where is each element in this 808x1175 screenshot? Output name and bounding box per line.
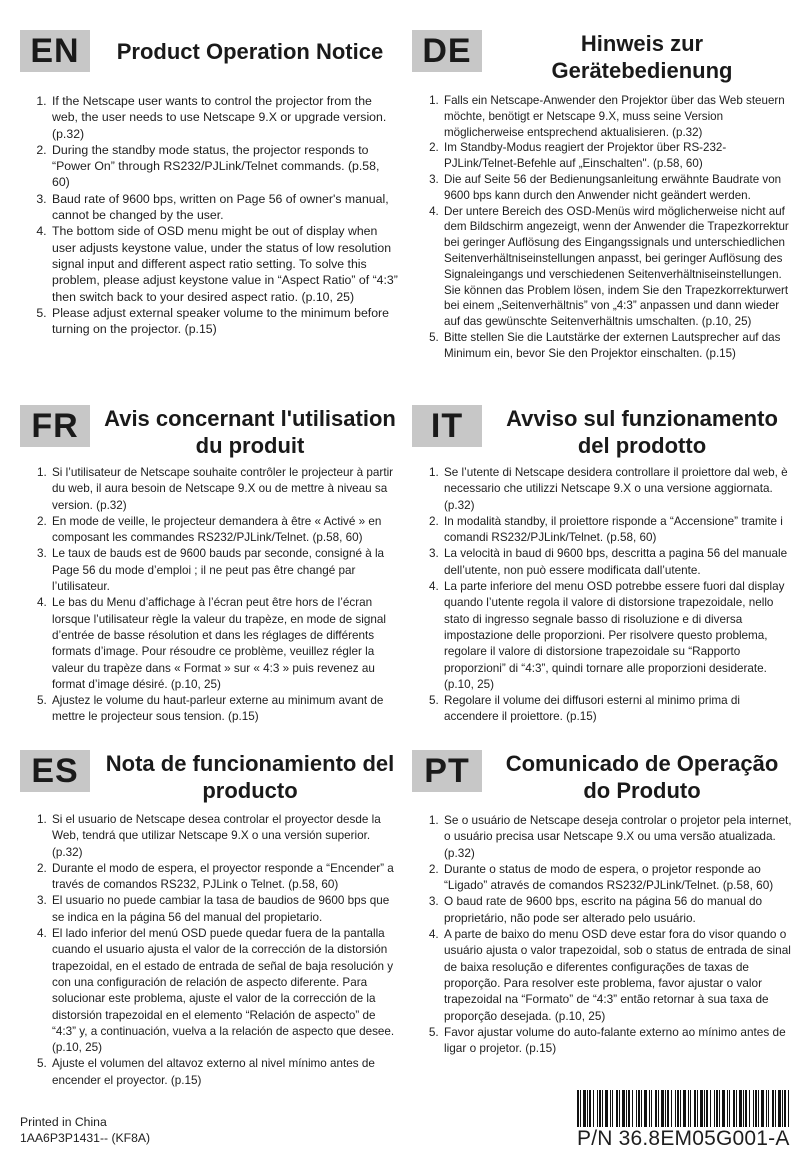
list-item: 4. Le bas du Menu d’affichage à l’écran peut être hors de l’écran lorsque l’utilisateur règle la valeur du trapèze, en mode de signal d’entrée de basse résolution et dans les réglages de différents formats d’image. Pour résoudre ce problème, veuillez régler la valeur du trapèze dans « Format » sur « 4:3 » puis revenez au format d’image désiré. (p.10, 25): [50, 595, 400, 693]
list-item: 2. During the standby mode status, the projector responds to “Power On” through RS232/PJLink/Telnet commands. (p.58, 60): [50, 142, 400, 191]
barcode-bar: [632, 1090, 633, 1127]
barcode-bar: [788, 1090, 789, 1127]
list-item: 1. If the Netscape user wants to control the projector from the web, the user needs to use Netscape 9.X or upgrade version. (p.32): [50, 93, 400, 142]
barcode-bar: [761, 1090, 764, 1127]
barcode-bar: [710, 1090, 711, 1127]
section-title-it: Avviso sul funzionamento del prodotto: [506, 406, 778, 458]
list-item: 2. Durante o status de modo de espera, o projetor responde ao “Ligado” através de comandos RS232/PJLink/Telnet. (p.58, 60): [442, 861, 792, 894]
notice-list-en: [20, 93, 400, 337]
barcode-bar: [583, 1090, 586, 1127]
section-pt: [412, 750, 792, 1056]
section-fr: [20, 405, 400, 724]
barcode-bar: [714, 1090, 715, 1127]
notice-list-pt: [412, 812, 792, 1056]
barcode-bar: [655, 1090, 657, 1127]
notice-list-fr: [20, 465, 400, 726]
barcode-bar: [743, 1090, 744, 1127]
barcode-bar: [694, 1090, 696, 1127]
barcode-bar: [700, 1090, 703, 1127]
barcode-bar: [745, 1090, 747, 1127]
barcode-graphic: [577, 1090, 789, 1127]
barcode-bar: [649, 1090, 650, 1127]
barcode-bar: [729, 1090, 730, 1127]
list-item: 2. Durante el modo de espera, el proyector responde a “Encender” a través de comandos RS232, PJLink o Telnet. (p.58, 60): [50, 861, 400, 894]
list-item: 5. Ajustez le volume du haut-parleur externe au minimum avant de mettre le projecteur sous tension. (p.15): [50, 693, 400, 726]
barcode-bar: [628, 1090, 630, 1127]
list-item: 3. Baud rate of 9600 bps, written on Page 56 of owner's manual, cannot be changed by the user.: [50, 191, 400, 224]
list-item: 4. The bottom side of OSD menu might be out of display when user adjusts keystone value, under the status of low resolution signal input and different aspect ratio setting. To solve this problem, please adjust keystone value in “Aspect Ratio” of “4:3” then switch back to your desired aspect ratio. (p.10, 25): [50, 223, 400, 304]
section-en: [20, 30, 400, 337]
language-badge-fr: FR: [20, 405, 90, 447]
barcode-bar: [733, 1090, 735, 1127]
barcode-bar: [638, 1090, 640, 1127]
printed-in-label: Printed in China: [20, 1115, 107, 1129]
notice-list-es: [20, 812, 400, 1089]
list-item: 2. En mode de veille, le projecteur demandera à être « Activé » en composant les commandes RS232/PJLink/Telnet. (p.58, 60): [50, 514, 400, 547]
part-number: P/N 36.8EM05G001-A: [577, 1127, 790, 1150]
list-item: 3. El usuario no puede cambiar la tasa de baudios de 9600 bps que se indica en la página 56 del manual del propietario.: [50, 893, 400, 926]
list-item: 4. La parte inferiore del menu OSD potrebbe essere fuori dal display quando l’utente regola il valore di distorsione trapezoidale, nello stato di ingresso segnale basso di risoluzione e di diversa impostazione delle proporzioni. Per risolvere questo problema, regolare il valore di distorsione trapezoidale su “Rapporto proporzioni” di “4:3”, quindi tornare alle proporzioni desiderate. (p.10, 25): [442, 579, 792, 693]
barcode-bar: [610, 1090, 611, 1127]
barcode-bar: [593, 1090, 594, 1127]
section-title-pt: Comunicado de Operação do Produto: [505, 751, 779, 803]
language-badge-pt: PT: [412, 750, 482, 792]
list-item: 4. Der untere Bereich des OSD-Menüs wird möglicherweise nicht auf dem Bildschirm angezeigt, wenn der Anwender die Trapezkorrektur bei geringer Auflösung des Eingangssignals und unterschiedlichen Seitenverhältniseinstellungen anpasst, bei geringer Auflösung des Signaleingangs und verschiedenen Seitenverhältniseinstellungen. Sie können das Problem lösen, indem Sie den Trapezkorrekturwert bei einem „Seitenverhältnis” von „4:3” anpassen und dann wieder auf das gewünschte Seitenverhältnis umschalten. (p.10, 25): [442, 204, 792, 330]
notice-list-it: [412, 465, 792, 726]
barcode-bar: [778, 1090, 781, 1127]
section-de: [412, 30, 792, 360]
barcode-bar: [690, 1090, 691, 1127]
barcode-bar: [671, 1090, 672, 1127]
list-item: 5. Regolare il volume dei diffusori esterni al minimo prima di accendere il proiettore. (p.15): [442, 693, 792, 726]
notice-list-de: [412, 93, 792, 362]
list-item: 4. A parte de baixo do menu OSD deve estar fora do visor quando o usuário ajusta o valor trapezoidal, sob o status de entrada de sinal de baixa resolução e diferentes configurações de taxas de proporção. Para resolver este problema, favor ajustar o valor trapezoidal na “Formato” de “4:3” então retornar à sua taxa de proporção desejada. (p.10, 25): [442, 926, 792, 1024]
document-code: 1AA6P3P1431-- (KF8A): [20, 1131, 151, 1145]
list-item: 1. Si el usuario de Netscape desea controlar el proyector desde la Web, tendrá que utilizar Netscape 9.X o una versión superior. (p.32): [50, 812, 400, 861]
barcode-bar: [641, 1090, 642, 1127]
barcode-bar: [658, 1090, 659, 1127]
barcode-bar: [589, 1090, 591, 1127]
barcode-bar: [768, 1090, 769, 1127]
list-item: 5. Ajuste el volumen del altavoz externo al nivel mínimo antes de encender el proyector. (p.15): [50, 1056, 400, 1089]
barcode-bar: [782, 1090, 783, 1127]
list-item: 3. Die auf Seite 56 der Bedienungsanleitung erwähnte Baudrate von 9600 bps kann durch den Anwender nicht geändert werden.: [442, 172, 792, 204]
language-badge-it: IT: [412, 405, 482, 447]
barcode-bar: [749, 1090, 750, 1127]
barcode-bar: [722, 1090, 725, 1127]
barcode-bar: [605, 1090, 608, 1127]
barcode-bar: [675, 1090, 676, 1127]
barcode-bar: [766, 1090, 767, 1127]
list-item: 3. La velocità in baud di 9600 bps, descritta a pagina 56 del manuale dell’utente, non può essere modificata dall’utente.: [442, 546, 792, 579]
barcode-bar: [697, 1090, 698, 1127]
section-title-en: Product Operation Notice: [116, 39, 384, 64]
barcode-bar: [626, 1090, 627, 1127]
list-item: 1. Si l’utilisateur de Netscape souhaite contrôler le projecteur à partir du web, il aura besoin de Netscape 9.X ou de mettre à niveau sa version. (p.32): [50, 465, 400, 514]
list-item: 3. O baud rate de 9600 bps, escrito na página 56 do manual do proprietário, não pode ser alterado pelo usuário.: [442, 893, 792, 926]
barcode-bar: [667, 1090, 669, 1127]
barcode-bar: [644, 1090, 647, 1127]
print-info: [20, 1114, 150, 1146]
barcode-bar: [612, 1090, 613, 1127]
barcode-bar: [753, 1090, 754, 1127]
list-item: 2. Im Standby-Modus reagiert der Projektor über RS-232-PJLink/Telnet-Befehle auf „Einschalten". (p.58, 60): [442, 140, 792, 172]
barcode-bar: [772, 1090, 774, 1127]
list-item: 5. Bitte stellen Sie die Lautstärke der externen Lautsprecher auf das Minimum ein, bevor Sie den Projektor einschalten. (p.15): [442, 330, 792, 362]
section-title-es: Nota de funcionamiento del producto: [105, 751, 395, 803]
barcode-bar: [616, 1090, 618, 1127]
barcode-bar: [597, 1090, 598, 1127]
barcode-bar: [706, 1090, 708, 1127]
section-title-de: Hinweis zur Gerätebedienung: [551, 31, 733, 83]
barcode-bar: [784, 1090, 786, 1127]
barcode-bar: [736, 1090, 737, 1127]
barcode-bar: [587, 1090, 588, 1127]
part-number-block: [577, 1090, 789, 1150]
barcode-bar: [739, 1090, 742, 1127]
barcode-bar: [577, 1090, 579, 1127]
language-badge-es: ES: [20, 750, 90, 792]
language-badge-de: DE: [412, 30, 482, 72]
barcode-bar: [680, 1090, 681, 1127]
barcode-bar: [683, 1090, 686, 1127]
barcode-bar: [602, 1090, 603, 1127]
barcode-bar: [599, 1090, 601, 1127]
section-title-fr: Avis concernant l'utilisation du produit: [104, 406, 396, 458]
list-item: 5. Favor ajustar volume do auto-falante externo ao mínimo antes de ligar o projetor. (p.15): [442, 1024, 792, 1057]
list-item: 1. Falls ein Netscape-Anwender den Projektor über das Web steuern möchte, benötigt er Netscape 9.X, muss seine Version möglicherweise entsprechend aktualisieren. (p.32): [442, 93, 792, 140]
barcode-bar: [665, 1090, 666, 1127]
barcode-bar: [677, 1090, 679, 1127]
barcode-bar: [619, 1090, 620, 1127]
barcode-bar: [716, 1090, 718, 1127]
list-item: 5. Please adjust external speaker volume to the minimum before turning on the projector. (p.15): [50, 305, 400, 338]
list-item: 3. Le taux de bauds est de 9600 bauds par seconde, consigné à la Page 56 du mode d’emploi ; il ne peut pas être changé par l’utilisateur.: [50, 546, 400, 595]
barcode-bar: [636, 1090, 637, 1127]
barcode-bar: [622, 1090, 625, 1127]
barcode-bar: [661, 1090, 664, 1127]
barcode-bar: [758, 1090, 759, 1127]
list-item: 1. Se l’utente di Netscape desidera controllare il proiettore dal web, è necessario che utilizzi Netscape 9.X o una versione aggiornata. (p.32): [442, 465, 792, 514]
list-item: 2. In modalità standby, il proiettore risponde a “Accensione” tramite i comandi RS232/PJLink/Telnet. (p.58, 60): [442, 514, 792, 547]
section-es: [20, 750, 400, 1087]
barcode-bar: [704, 1090, 705, 1127]
list-item: 1. Se o usuário de Netscape deseja controlar o projetor pela internet, o usuário precisa usar Netscape 9.X ou uma versão atualizada. (p.32): [442, 812, 792, 861]
barcode-bar: [719, 1090, 720, 1127]
list-item: 4. El lado inferior del menú OSD puede quedar fuera de la pantalla cuando el usuario ajusta el valor de la corrección de la distorsión trapezoidal, en el estado de entrada de señal de baja resolución y con una configuración de relación de aspecto diferente. Para solucionar este problema, ajuste el valor de la corrección de la distorsión trapezoidal en el elemento “Relación de aspecto” de “4:3” y, a continuación, vuelva a la relación de aspecto que desee. (p.10, 25): [50, 926, 400, 1056]
barcode-bar: [651, 1090, 652, 1127]
language-badge-en: EN: [20, 30, 90, 72]
barcode-bar: [727, 1090, 728, 1127]
barcode-bar: [580, 1090, 581, 1127]
barcode-bar: [775, 1090, 776, 1127]
barcode-bar: [755, 1090, 757, 1127]
section-it: [412, 405, 792, 724]
barcode-bar: [688, 1090, 689, 1127]
